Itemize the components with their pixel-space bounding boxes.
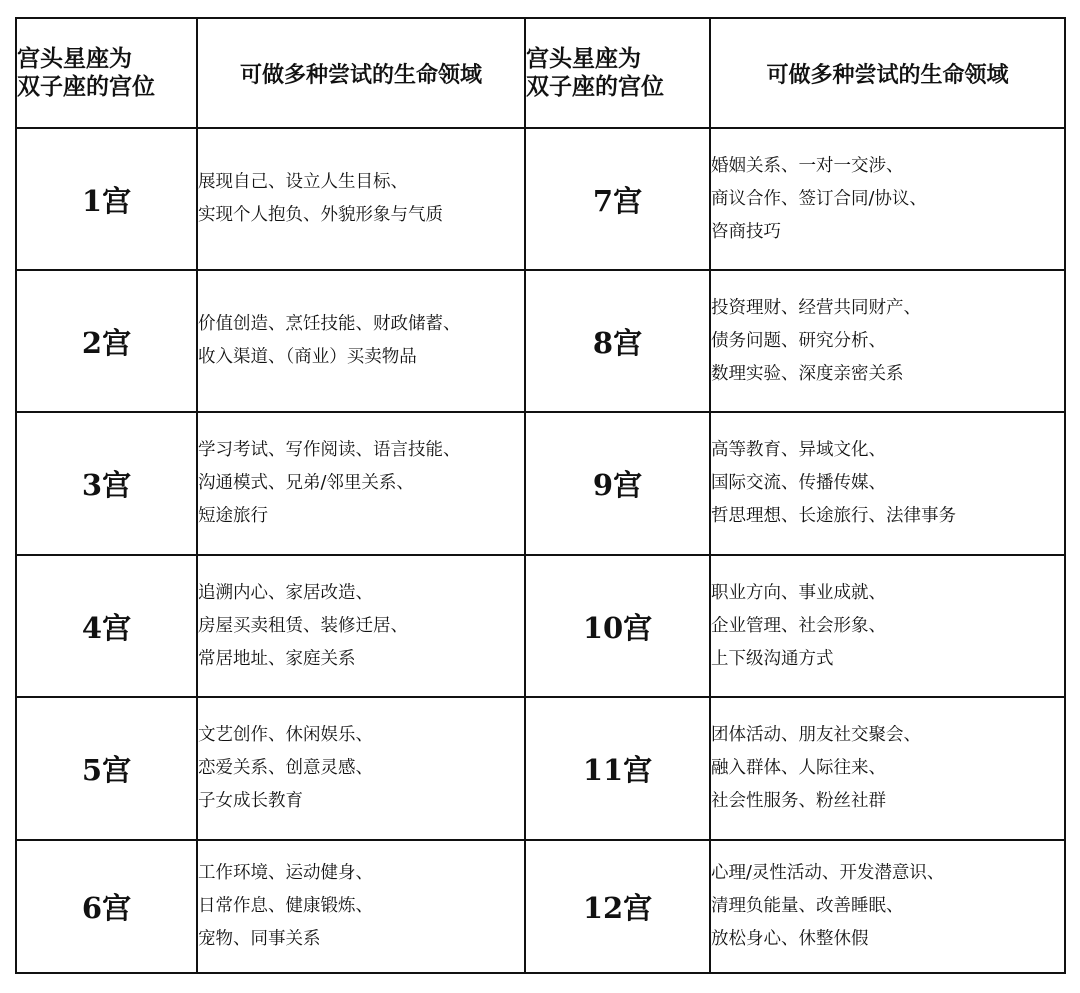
left-house-cell: 1宫 xyxy=(16,128,197,270)
area-line: 价值创造、烹饪技能、财政储蓄、 xyxy=(198,314,461,334)
left-house-cell: 2宫 xyxy=(16,270,197,412)
right-house-cell: 12宫 xyxy=(525,840,710,973)
left-areas-cell xyxy=(197,697,525,840)
area-line: 清理负能量、改善睡眠、 xyxy=(711,896,904,916)
area-line: 商议合作、签订合同/协议、 xyxy=(711,188,927,209)
header-row xyxy=(16,18,1065,128)
area-line: 高等教育、异域文化、 xyxy=(711,440,886,460)
table-row xyxy=(16,697,1065,840)
left-house-cell: 6宫 xyxy=(16,840,197,973)
right-house-cell: 10宫 xyxy=(525,555,710,697)
left-areas-cell xyxy=(197,840,525,973)
area-line: 心理/灵性活动、开发潜意识、 xyxy=(711,863,945,883)
area-line: 哲思理想、长途旅行、法律事务 xyxy=(711,506,956,526)
houses-table xyxy=(15,17,1066,974)
house-header-line2: 双子座的宫位 xyxy=(526,74,664,100)
right-areas-cell xyxy=(710,128,1065,270)
area-line: 房屋买卖租赁、装修迁居、 xyxy=(198,615,408,636)
right-house-cell: 7宫 xyxy=(525,128,710,270)
area-line: 咨商技巧 xyxy=(711,221,781,242)
areas-column-header-right: 可做多种尝试的生命领域 xyxy=(710,18,1065,128)
left-house-cell: 5宫 xyxy=(16,697,197,840)
area-line: 短途旅行 xyxy=(198,506,268,526)
area-line: 学习考试、写作阅读、语言技能、 xyxy=(198,440,461,460)
area-line: 企业管理、社会形象、 xyxy=(711,615,886,636)
left-areas-cell xyxy=(197,555,525,697)
table-row xyxy=(16,555,1065,697)
area-line: 投资理财、经营共同财产、 xyxy=(711,297,921,318)
area-line: 债务问题、研究分析、 xyxy=(711,330,886,351)
left-house-cell: 4宫 xyxy=(16,555,197,697)
area-line: 团体活动、朋友社交聚会、 xyxy=(711,725,921,745)
left-areas-cell xyxy=(197,270,525,412)
table-row xyxy=(16,412,1065,555)
house-column-header-left xyxy=(16,18,197,128)
area-line: 国际交流、传播传媒、 xyxy=(711,473,886,493)
house-header-line1: 宫头星座为 xyxy=(17,46,132,72)
area-line: 文艺创作、休闲娱乐、 xyxy=(198,725,373,745)
left-house-cell: 3宫 xyxy=(16,412,197,555)
area-line: 恋爱关系、创意灵感、 xyxy=(198,758,373,778)
table-row xyxy=(16,270,1065,412)
area-line: 婚姻关系、一对一交涉、 xyxy=(711,155,904,176)
area-line: 职业方向、事业成就、 xyxy=(711,582,886,603)
right-areas-cell xyxy=(710,270,1065,412)
area-line: 融入群体、人际往来、 xyxy=(711,758,886,778)
area-line: 工作环境、运动健身、 xyxy=(198,863,373,883)
area-line: 实现个人抱负、外貌形象与气质 xyxy=(198,205,443,225)
areas-column-header-left: 可做多种尝试的生命领域 xyxy=(197,18,525,128)
area-line: 放松身心、休整休假 xyxy=(711,929,869,949)
area-line: 上下级沟通方式 xyxy=(711,648,834,669)
left-areas-cell xyxy=(197,412,525,555)
right-areas-cell xyxy=(710,412,1065,555)
area-line: 沟通模式、兄弟/邻里关系、 xyxy=(198,473,414,493)
house-header-line1: 宫头星座为 xyxy=(526,46,641,72)
left-areas-cell xyxy=(197,128,525,270)
area-line: 子女成长教育 xyxy=(198,791,303,811)
right-areas-cell xyxy=(710,840,1065,973)
area-line: 收入渠道、（商业）买卖物品 xyxy=(198,347,417,367)
area-line: 宠物、同事关系 xyxy=(198,929,321,949)
right-house-cell: 11宫 xyxy=(525,697,710,840)
table-row xyxy=(16,840,1065,973)
area-line: 社会性服务、粉丝社群 xyxy=(711,791,886,811)
area-line: 追溯内心、家居改造、 xyxy=(198,582,373,603)
area-line: 展现自己、设立人生目标、 xyxy=(198,172,408,192)
table-body xyxy=(16,128,1065,973)
right-areas-cell xyxy=(710,697,1065,840)
table-row xyxy=(16,128,1065,270)
area-line: 数理实验、深度亲密关系 xyxy=(711,363,904,384)
house-header-line2: 双子座的宫位 xyxy=(17,74,155,100)
right-house-cell: 9宫 xyxy=(525,412,710,555)
right-areas-cell xyxy=(710,555,1065,697)
right-house-cell: 8宫 xyxy=(525,270,710,412)
area-line: 日常作息、健康锻炼、 xyxy=(198,896,373,916)
area-line: 常居地址、家庭关系 xyxy=(198,648,356,669)
house-column-header-right xyxy=(525,18,710,128)
